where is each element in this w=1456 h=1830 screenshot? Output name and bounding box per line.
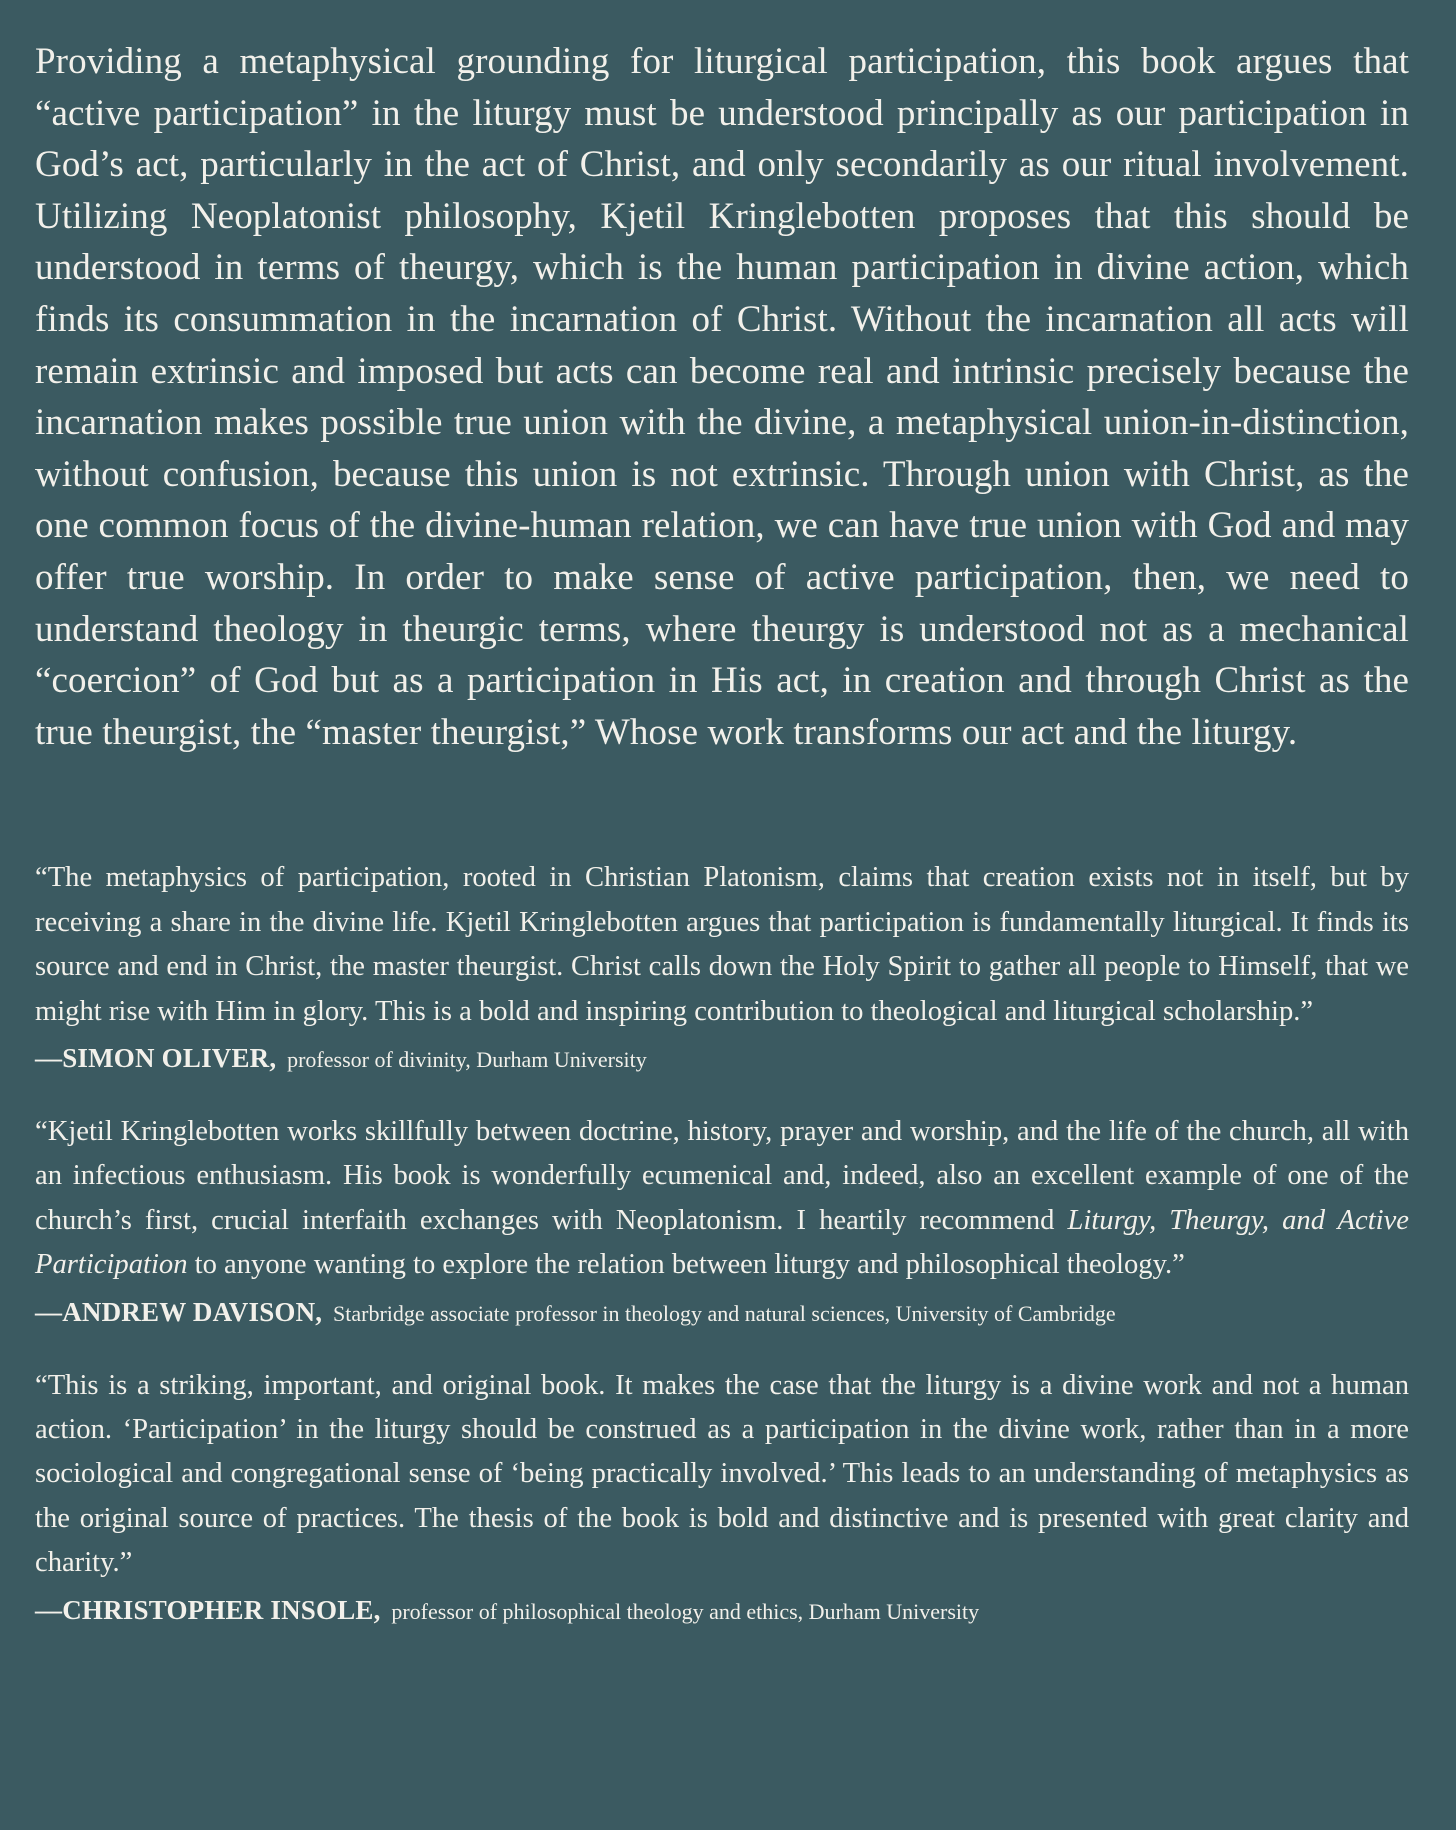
endorser-title: Starbridge associate professor in theology and natural sciences, University of Cambridge <box>333 1300 1116 1326</box>
endorsement-quote: “The metaphysics of participation, rooted in Christian Platonism, claims that creation exists not in itself, but by receiving a share in the divine life. Kjetil Kringlebotten argues that participation is fundamentally liturgical. It finds its source and end in Christ, the master theurgist. Christ calls down the Holy Spirit to gather all people to Himself, that we might rise with Him in glory. This is a bold and inspiring contribution to theological and liturgical scholarship.” <box>35 862 1409 1027</box>
endorsement-attribution <box>35 1590 1409 1632</box>
endorser-name: —SIMON OLIVER, <box>35 1042 277 1073</box>
endorser-name: —CHRISTOPHER INSOLE, <box>35 1594 381 1625</box>
endorser-title: professor of philosophical theology and ethics, Durham University <box>391 1598 980 1624</box>
quote-text-before: “Kjetil Kringlebotten works skillfully between doctrine, history, prayer and worship, and the life of the church, all with an infectious enthusiasm. His book is wonderfully ecumenical and, indeed, also an excellent example of one of the church’s first, crucial interfaith exchanges with Neoplatonism. I heartily recommend <box>35 1115 1409 1236</box>
quote-text-after: to anyone wanting to explore the relation between liturgy and philosophical theology.” <box>187 1249 1185 1281</box>
book-title-italic: Liturgy, Theurgy, and Active Participation <box>35 1204 1409 1281</box>
endorsement-andrew-davison <box>35 1110 1409 1334</box>
endorsements-section <box>35 856 1409 1631</box>
endorsement-simon-oliver <box>35 856 1409 1080</box>
endorser-name: —ANDREW DAVISON, <box>35 1296 323 1327</box>
endorsement-quote <box>35 1110 1409 1288</box>
endorsement-attribution <box>35 1292 1409 1334</box>
endorser-title: professor of divinity, Durham University <box>287 1046 647 1072</box>
endorsement-christopher-insole <box>35 1364 1409 1632</box>
endorsement-attribution <box>35 1038 1409 1080</box>
book-description: Providing a metaphysical grounding for liturgical participation, this book argues that “active participation” in the liturgy must be understood principally as our participation in God’s act, particularly in the act of Christ, and only secondarily as our ritual involvement. Utilizing Neoplatonist philosophy, Kjetil Kringlebotten proposes that this should be understood in terms of theurgy, which is the human participation in divine action, which finds its consummation in the incarnation of Christ. Without the incarnation all acts will remain extrinsic and imposed but acts can become real and intrinsic precisely because the incarnation makes possible true union with the divine, a metaphysical union-in-distinction, without confusion, because this union is not extrinsic. Through union with Christ, as the one common focus of the divine-human relation, we can have true union with God and may offer true worship. In order to make sense of active participation, then, we need to understand theology in theurgic terms, where theurgy is understood not as a mechanical “coercion” of God but as a participation in His act, in creation and through Christ as the true theurgist, the “master theurgist,” Whose work transforms our act and the liturgy. <box>35 41 1409 753</box>
endorsement-quote: “This is a striking, important, and original book. It makes the case that the liturgy is a divine work and not a human action. ‘Participation’ in the liturgy should be construed as a participation in the divine work, rather than in a more sociological and congregational sense of ‘being practically involved.’ This leads to an understanding of metaphysics as the original source of practices. The thesis of the book is bold and distinctive and is presented with great clarity and charity.” <box>35 1369 1409 1579</box>
